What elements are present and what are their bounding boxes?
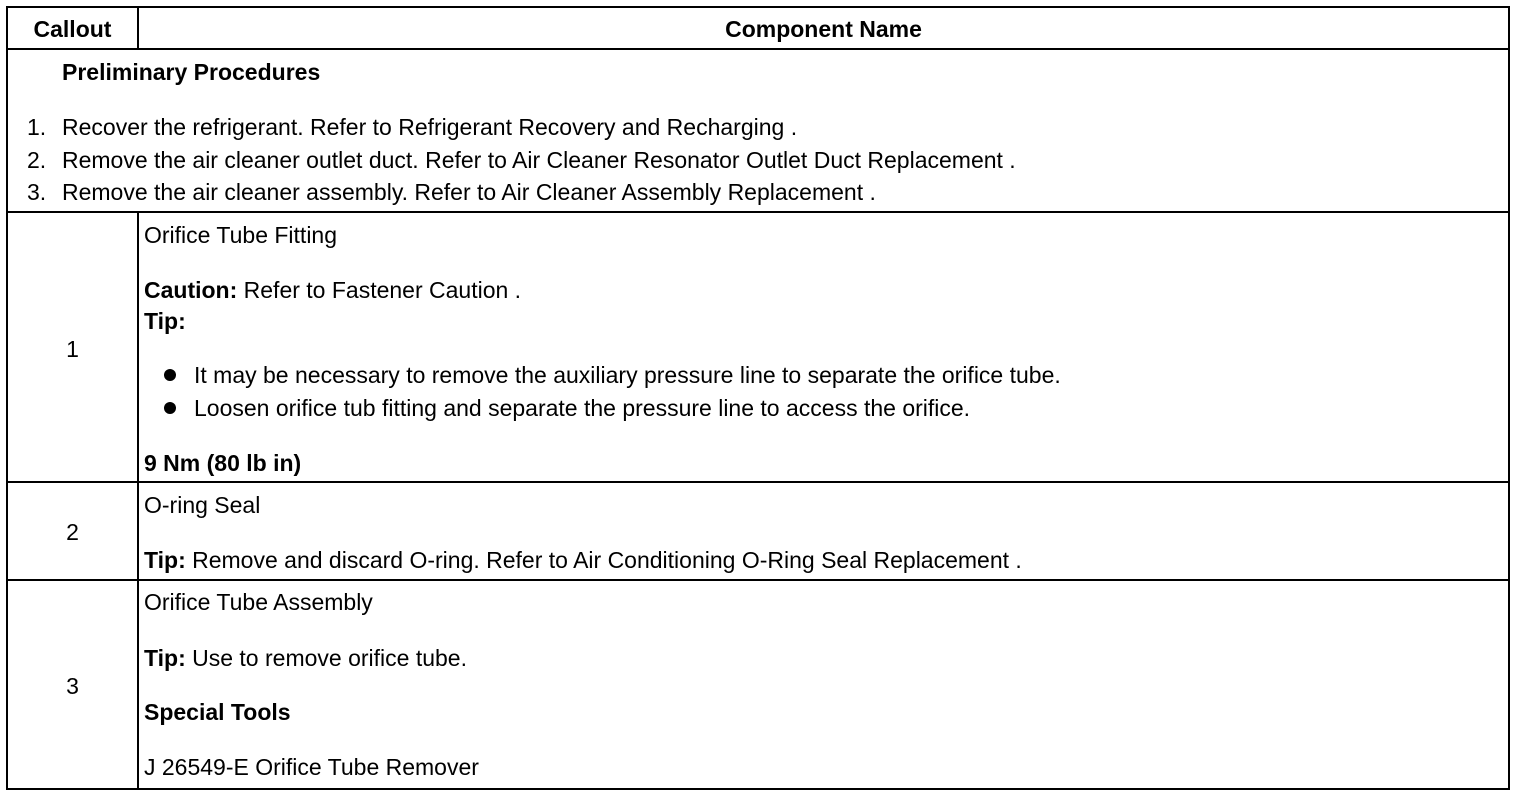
tip-line: [144, 547, 1022, 573]
callout-number: 2: [66, 519, 79, 545]
caution-label: Caution:: [144, 277, 238, 303]
callout-number: 3: [66, 673, 79, 699]
component-name: Orifice Tube Assembly: [144, 589, 373, 615]
header-callout: Callout: [33, 16, 112, 42]
preliminary-step-text: Remove the air cleaner assembly. Refer to Air Cleaner Assembly Replacement .: [62, 179, 876, 205]
caution-text: Refer to Fastener Caution .: [237, 277, 522, 303]
tip-bullet-text: It may be necessary to remove the auxiliary pressure line to separate the orifice tube.: [194, 362, 1061, 388]
tip-label: Tip:: [144, 547, 186, 573]
header-component-name: Component Name: [725, 16, 922, 42]
callout-number: 1: [66, 336, 79, 362]
tip-text: Use to remove orifice tube.: [185, 645, 467, 671]
preliminary-step-number: 2.: [27, 147, 47, 173]
preliminary-step-text: Recover the refrigerant. Refer to Refrigerant Recovery and Recharging .: [62, 114, 798, 140]
preliminary-divider: [8, 211, 1508, 213]
column-divider-body: [137, 212, 139, 788]
component-name: O-ring Seal: [144, 492, 261, 518]
tip-text: Remove and discard O-ring. Refer to Air Conditioning O-Ring Seal Replacement .: [185, 547, 1022, 573]
header-divider: [8, 48, 1508, 50]
tip-bullet-text: Loosen orifice tub fitting and separate the pressure line to access the orifice.: [194, 395, 971, 421]
row-divider: [8, 481, 1508, 483]
preliminary-title: Preliminary Procedures: [62, 59, 321, 85]
row-divider: [8, 579, 1508, 581]
component-name: Orifice Tube Fitting: [144, 222, 338, 248]
preliminary-step-text: Remove the air cleaner outlet duct. Refer to Air Cleaner Resonator Outlet Duct Replacement .: [62, 147, 1016, 173]
tip-line: [144, 645, 467, 671]
preliminary-step-number: 3.: [27, 179, 47, 205]
procedure-table: [6, 6, 1510, 790]
tip-label: Tip:: [144, 308, 186, 334]
special-tools-label: Special Tools: [144, 699, 291, 725]
bullet-icon: [164, 402, 176, 414]
torque-spec: 9 Nm (80 lb in): [144, 450, 302, 476]
special-tool-item: J 26549-E Orifice Tube Remover: [144, 754, 479, 780]
preliminary-step-number: 1.: [27, 114, 47, 140]
tip-label: Tip:: [144, 645, 186, 671]
bullet-icon: [164, 369, 176, 381]
caution-line: [144, 277, 521, 303]
